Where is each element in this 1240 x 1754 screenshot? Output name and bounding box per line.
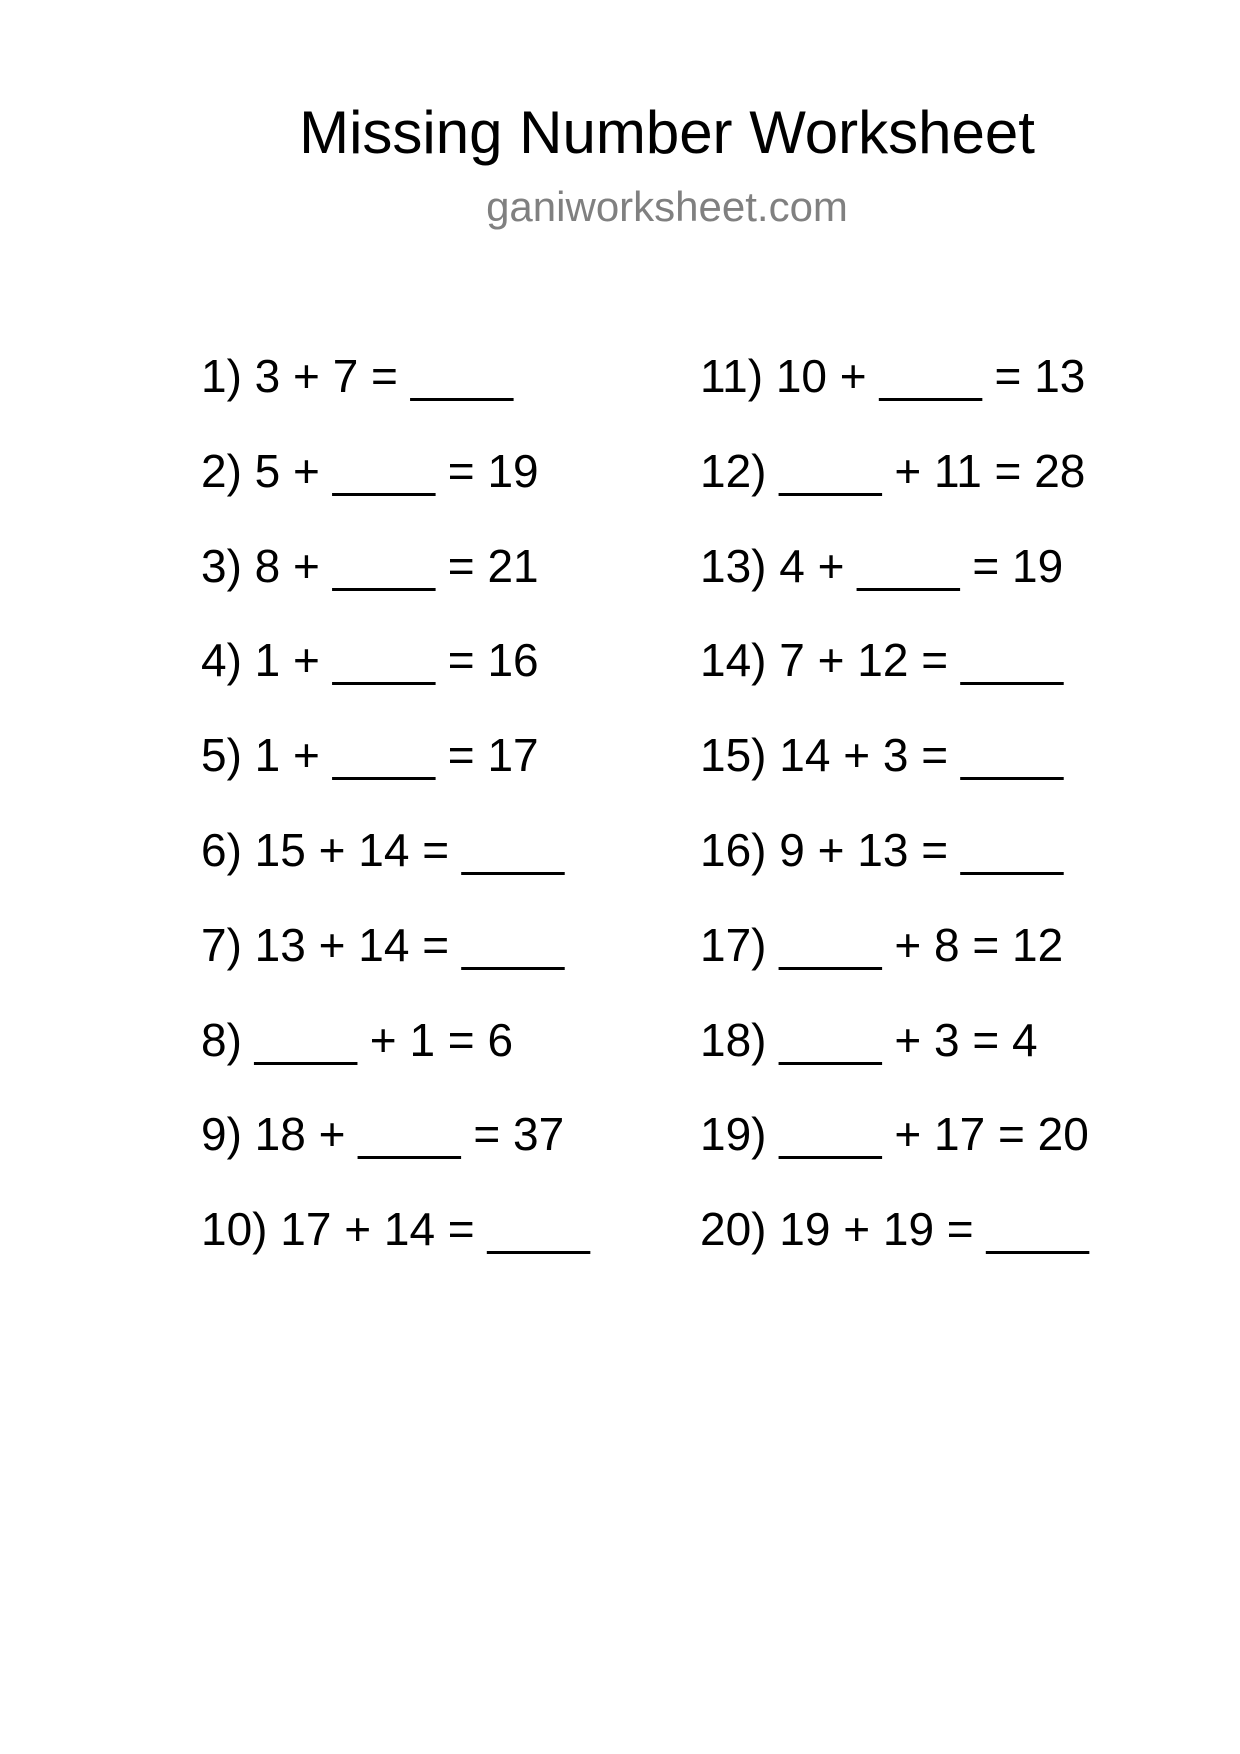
problem: 15) 14 + 3 = ____ <box>700 729 1064 782</box>
problem: 9) 18 + ____ = 37 <box>201 1108 565 1161</box>
website-subtitle: ganiworksheet.com <box>486 183 848 230</box>
problem: 6) 15 + 14 = ____ <box>201 823 565 876</box>
problem: 14) 7 + 12 = ____ <box>700 634 1064 687</box>
problem: 12) ____ + 11 = 28 <box>700 444 1086 497</box>
page-title: Missing Number Worksheet <box>299 99 1035 166</box>
problem: 5) 1 + ____ = 17 <box>201 729 539 782</box>
problem: 8) ____ + 1 = 6 <box>201 1013 514 1066</box>
problem: 19) ____ + 17 = 20 <box>700 1108 1089 1161</box>
problem: 7) 13 + 14 = ____ <box>201 918 565 971</box>
problem: 18) ____ + 3 = 4 <box>700 1013 1038 1066</box>
problem: 20) 19 + 19 = ____ <box>700 1203 1089 1256</box>
problems-right-column <box>700 348 1089 1296</box>
problem: 16) 9 + 13 = ____ <box>700 823 1064 876</box>
problem: 17) ____ + 8 = 12 <box>700 918 1064 971</box>
problem: 2) 5 + ____ = 19 <box>201 444 539 497</box>
problem: 1) 3 + 7 = ____ <box>201 350 514 402</box>
problems-left-column <box>201 348 590 1296</box>
problem: 13) 4 + ____ = 19 <box>700 539 1064 592</box>
problem: 3) 8 + ____ = 21 <box>201 539 539 592</box>
problem: 11) 10 + ____ = 13 <box>700 350 1086 402</box>
problem: 4) 1 + ____ = 16 <box>201 634 539 687</box>
problem: 10) 17 + 14 = ____ <box>201 1203 590 1256</box>
